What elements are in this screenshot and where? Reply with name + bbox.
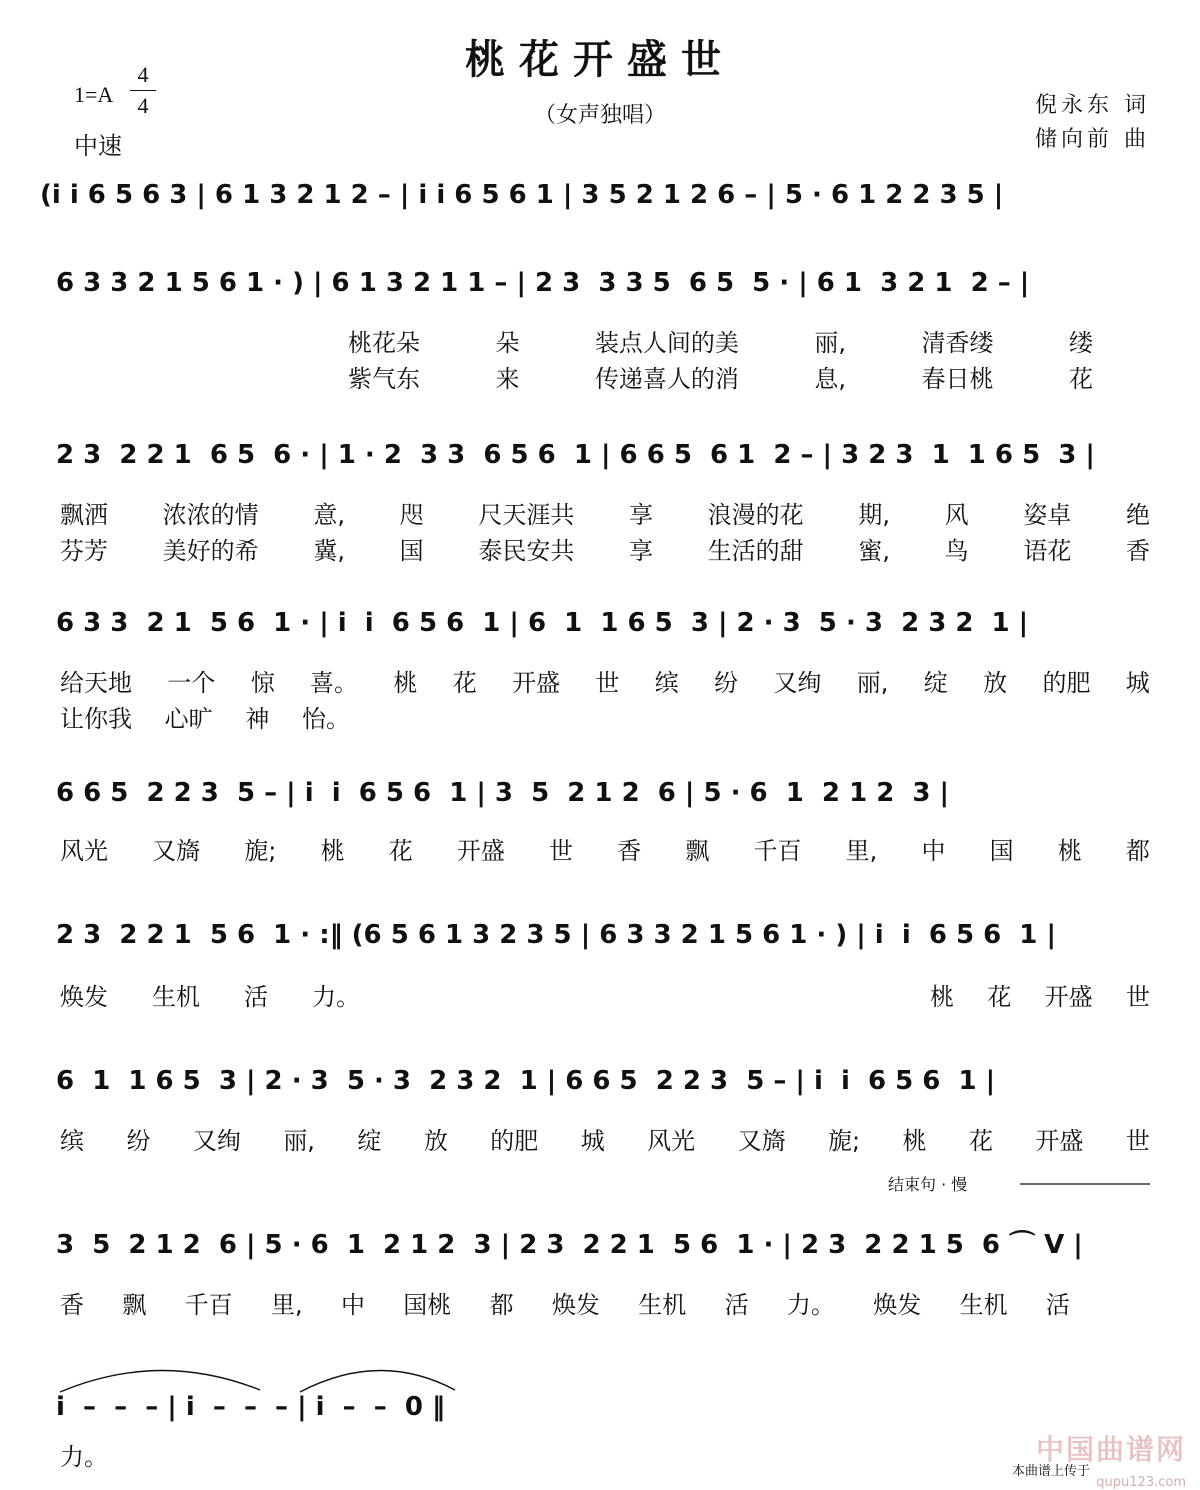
lyric-word: 一个 [167, 669, 216, 697]
lyric-word: 开盛 [456, 837, 505, 865]
lyric-word: 鸟 [944, 537, 969, 565]
lyric-word: 丽, [814, 329, 847, 357]
lyric-word: 花 [388, 837, 413, 865]
lyric-word: 又绚 [192, 1127, 241, 1155]
lyric-word: 又旖 [737, 1127, 786, 1155]
lyric-word: 国桃 [403, 1291, 452, 1319]
notation-line-3: 2 3 2 2 1 6 5 6 · | 1 · 2 3 3 6 5 6 1 | 6 6 5 6 1 2 – | 3 2 3 1 1 6 5 3 | [56, 440, 1095, 470]
lyric-word: 缤 [60, 1127, 84, 1155]
lyric-word: 风 [944, 501, 969, 529]
score-title: 桃花开盛世 [465, 36, 735, 83]
lyric-word: 桃 [393, 669, 418, 697]
lyric-word: 城 [580, 1127, 605, 1155]
lyric-word: 生机 [638, 1291, 687, 1319]
lyric-word: 桃 [1057, 837, 1082, 865]
lyric-word: 生活的甜 [707, 537, 804, 565]
lyric-word: 清香缕 [921, 329, 994, 357]
lyric-word: 姿卓 [1023, 501, 1072, 529]
lyric-word: 生机 [959, 1291, 1008, 1319]
lyric-word: 千百 [184, 1291, 233, 1319]
lyric-word: 喜。 [310, 669, 359, 697]
lyric-word: 花 [452, 669, 477, 697]
lyric-word: 朵 [495, 329, 520, 357]
lyric-word: 生机 [152, 983, 200, 1011]
lyric-word: 冀, [313, 537, 345, 565]
lyric-word: 旎; [828, 1127, 861, 1155]
lyric-word: 里, [845, 837, 878, 865]
lyric-word: 香 [60, 1291, 84, 1319]
lyric-word: 让你我 [60, 705, 132, 733]
lyric-word: 丽, [856, 669, 889, 697]
upload-note: 本曲谱上传于 [1011, 1464, 1090, 1479]
lyric-word: 桃 [930, 983, 954, 1011]
lyric-word: 绽 [357, 1127, 382, 1155]
lyric-word: 又绚 [773, 669, 822, 697]
lyric-word: 城 [1125, 669, 1150, 697]
lyric-word: 期, [858, 501, 890, 529]
lyric-word: 千百 [753, 837, 802, 865]
lyric-word: 装点人间的美 [594, 329, 739, 357]
lyric-word: 桃 [902, 1127, 927, 1155]
lyric-word: 的肥 [490, 1127, 539, 1155]
lyric-word: 风光 [647, 1127, 696, 1155]
lyric-word: 怡。 [301, 705, 350, 733]
lyric-word: 惊 [250, 669, 275, 697]
time-signature-top: 4 [137, 62, 149, 87]
lyric-word: 都 [1125, 837, 1150, 865]
lyric-word: 焕发 [873, 1291, 922, 1319]
lyric-word: 世 [595, 669, 620, 697]
lyric-word: 活 [244, 983, 268, 1011]
lyric-word: 放 [983, 669, 1008, 697]
composer-credit: 储向前 曲 [1035, 127, 1150, 152]
lyric-word: 的肥 [1042, 669, 1091, 697]
notation-line-7: 6 1 1 6 5 3 | 2 · 3 5 · 3 2 3 2 1 | 6 6 5 2 2 3 5 – | i i 6 5 6 1 | [56, 1066, 996, 1096]
lyric-word: 活 [1045, 1291, 1070, 1319]
lyric-word: 又旖 [152, 837, 201, 865]
notation-line-4: 6 3 3 2 1 5 6 1 · | i i 6 5 6 1 | 6 1 1 6 5 3 | 2 · 3 5 · 3 2 3 2 1 | [56, 608, 1029, 638]
key-signature: 1=A [74, 82, 114, 107]
lyric-word: 神 [245, 705, 270, 733]
lyricist-credit: 倪永东 词 [1035, 93, 1150, 118]
lyric-word: 缤 [654, 669, 679, 697]
lyric-word: 力。 [786, 1291, 835, 1319]
lyric-word: 世 [1125, 983, 1150, 1011]
lyric-word: 来 [495, 365, 520, 393]
lyric-word: 焕发 [551, 1291, 600, 1319]
lyric-word: 咫 [399, 501, 424, 529]
lyric-word: 芬芳 [60, 537, 108, 565]
lyric-word: 力。 [60, 1443, 108, 1471]
lyric-word: 享 [629, 537, 653, 565]
lyric-word: 开盛 [512, 669, 561, 697]
tempo-marking: 中速 [74, 132, 122, 160]
lyric-word: 纷 [714, 669, 739, 697]
lyric-word: 意, [313, 501, 345, 529]
lyric-word: 息, [814, 365, 847, 393]
lyric-word: 给天地 [60, 669, 132, 697]
lyric-word: 里, [270, 1291, 303, 1319]
tie-arc [300, 1370, 455, 1392]
lyric-word: 浪漫的花 [707, 501, 804, 529]
lyric-word: 旎; [244, 837, 277, 865]
lyric-word: 语花 [1023, 537, 1072, 565]
ending-marking: 结束句 · 慢 [888, 1175, 968, 1194]
lyric-word: 纷 [126, 1127, 151, 1155]
lyric-word: 中 [340, 1291, 365, 1319]
lyric-word: 香 [617, 837, 642, 865]
lyric-word: 丽, [283, 1127, 315, 1155]
notation-line-2: 6 3 3 2 1 5 6 1 · ) | 6 1 3 2 1 1 – | 2 3 3 3 5 6 5 5 · | 6 1 3 2 1 2 – | [56, 268, 1030, 298]
lyric-word: 活 [724, 1291, 749, 1319]
lyric-word: 飘 [122, 1291, 147, 1319]
lyric-word: 飘 [685, 837, 710, 865]
notation-line-6: 2 3 2 2 1 5 6 1 · :‖ (6 5 6 1 3 2 3 5 | 6 3 3 2 1 5 6 1 · ) | i i 6 5 6 1 | [56, 920, 1056, 950]
lyric-word: 心旷 [164, 705, 213, 733]
lyric-word: 美好的希 [162, 537, 259, 565]
notation-line-1: (i i 6 5 6 3 | 6 1 3 2 1 2 – | i i 6 5 6 1 | 3 5 2 1 2 6 – | 5 · 6 1 2 2 3 5 | [40, 180, 1004, 210]
lyric-word: 紫气东 [348, 365, 420, 393]
lyric-word: 泰民安共 [478, 537, 575, 565]
lyric-word: 世 [1125, 1127, 1150, 1155]
site-watermark: 中国曲谱网 [1035, 1433, 1186, 1466]
lyric-word: 桃 [320, 837, 345, 865]
lyric-word: 放 [423, 1127, 448, 1155]
time-signature-bottom: 4 [137, 93, 149, 118]
lyric-word: 花 [968, 1127, 993, 1155]
lyric-word: 浓浓的情 [162, 501, 259, 529]
lyric-word: 享 [629, 501, 653, 529]
lyric-word: 开盛 [1044, 983, 1093, 1011]
lyric-word: 香 [1126, 537, 1150, 565]
lyric-word: 焕发 [60, 983, 108, 1011]
lyric-word: 国 [989, 837, 1014, 865]
lyric-word: 飘洒 [60, 501, 108, 529]
lyric-word: 春日桃 [921, 365, 994, 393]
notation-line-5: 6 6 5 2 2 3 5 – | i i 6 5 6 1 | 3 5 2 1 2 6 | 5 · 6 1 2 1 2 3 | [56, 778, 950, 808]
lyric-word: 蜜, [858, 537, 890, 565]
lyric-word: 桃花朵 [348, 329, 420, 357]
notation-line-9: i – – – | i – – – | i – – 0 ‖ [56, 1392, 446, 1422]
site-url: qupu123.com [1096, 1475, 1186, 1490]
lyric-word: 传递喜人的消 [594, 365, 739, 393]
lyric-word: 花 [1068, 365, 1093, 393]
lyric-word: 花 [987, 983, 1012, 1011]
lyric-word: 尺天涯共 [478, 501, 575, 529]
lyric-word: 力。 [312, 983, 360, 1011]
lyric-word: 绽 [923, 669, 948, 697]
score-subtitle: （女声独唱） [533, 103, 666, 128]
lyric-word: 开盛 [1035, 1127, 1084, 1155]
lyric-word: 都 [489, 1291, 514, 1319]
lyric-word: 国 [399, 537, 424, 565]
lyric-word: 缕 [1068, 329, 1093, 357]
notation-line-8: 3 5 2 1 2 6 | 5 · 6 1 2 1 2 3 | 2 3 2 2 1 5 6 1 · | 2 3 2 2 1 5 6 ⌒ V | [56, 1230, 1083, 1260]
lyric-word: 中 [921, 837, 946, 865]
lyric-word: 风光 [60, 837, 108, 865]
lyric-word: 绝 [1126, 501, 1150, 529]
tie-arc [60, 1370, 260, 1392]
lyric-word: 世 [549, 837, 574, 865]
